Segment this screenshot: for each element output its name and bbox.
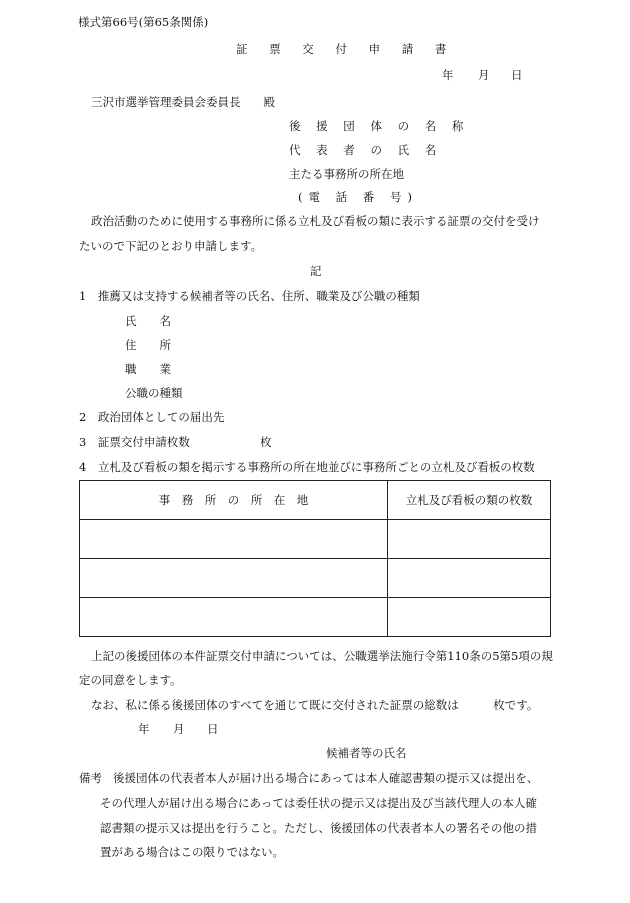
remarks-line-4: 置がある場合はこの限りではない。 <box>100 845 284 859</box>
office-location-cell[interactable] <box>80 559 388 598</box>
intro-text-line-1: 政治活動のために使用する事務所に係る立札及び看板の類に表示する証票の交付を受け <box>91 214 540 228</box>
item-2-heading: 2 政治団体としての届出先 <box>79 410 225 424</box>
header-signboard-count: 立札及び看板の類の枚数 <box>388 481 551 520</box>
date-day: 日 <box>511 68 523 82</box>
table-row <box>80 598 551 637</box>
remarks-line-1: 後援団体の代表者本人が届け出る場合にあっては本人確認書類の提示又は提出を、 <box>113 771 539 785</box>
form-title: 証 票 交 付 申 請 書 <box>236 42 456 56</box>
consent-date-day: 日 <box>207 722 219 736</box>
intro-text-line-2: たいので下記のとおり申請します。 <box>79 239 263 253</box>
item-3-unit: 枚 <box>260 435 272 449</box>
item-4-heading: 4 立札及び看板の類を掲示する事務所の所在地並びに事務所ごとの立札及び看板の枚数 <box>79 460 535 474</box>
date-month: 月 <box>478 68 490 82</box>
remarks-label: 備考 <box>79 771 102 785</box>
form-number: 様式第66号(第65条関係) <box>78 15 209 29</box>
ki-heading: 記 <box>310 264 322 278</box>
addressee: 三沢市選挙管理委員会委員長 殿 <box>91 95 275 109</box>
candidate-signature-label: 候補者等の氏名 <box>326 746 407 760</box>
table-row <box>80 520 551 559</box>
remarks-line-3: 認書類の提示又は提出を行うこと。ただし、後援団体の代表者本人の署名その他の措 <box>100 821 537 835</box>
candidate-address-label: 住 所 <box>125 338 171 352</box>
main-office-address-label: 主たる事務所の所在地 <box>289 167 404 181</box>
candidate-office-type-label: 公職の種類 <box>125 386 183 400</box>
phone-number-label: (電 話 番 号) <box>298 190 418 204</box>
item-3-heading: 3 証票交付申請枚数 <box>79 435 190 449</box>
office-location-cell[interactable] <box>80 520 388 559</box>
consent-date-year: 年 <box>138 722 150 736</box>
office-location-cell[interactable] <box>80 598 388 637</box>
candidate-name-label: 氏 名 <box>125 314 171 328</box>
remarks-line-2: その代理人が届け出る場合にあっては委任状の提示又は提出及び当該代理人の本人確 <box>100 796 537 810</box>
group-name-label: 後 援 団 体 の 名 称 <box>289 119 470 133</box>
total-issued-text: なお、私に係る後援団体のすべてを通じて既に交付された証票の総数は 枚です。 <box>91 698 539 712</box>
date-year: 年 <box>442 68 454 82</box>
consent-text-line-2: 定の同意をします。 <box>79 673 182 687</box>
consent-date-month: 月 <box>173 722 185 736</box>
table-header-row <box>80 481 551 520</box>
signboard-count-cell[interactable] <box>388 559 551 598</box>
item-1-heading: 1 推薦又は支持する候補者等の氏名、住所、職業及び公職の種類 <box>79 289 420 303</box>
header-office-location: 事 務 所 の 所 在 地 <box>80 481 388 520</box>
signboard-count-cell[interactable] <box>388 598 551 637</box>
consent-text-line-1: 上記の後援団体の本件証票交付申請については、公職選挙法施行令第110条の5第5項の規 <box>91 649 553 663</box>
candidate-occupation-label: 職 業 <box>125 362 171 376</box>
office-signboard-table <box>79 480 551 637</box>
representative-name-label: 代 表 者 の 氏 名 <box>289 143 443 157</box>
signboard-count-cell[interactable] <box>388 520 551 559</box>
table-row <box>80 559 551 598</box>
